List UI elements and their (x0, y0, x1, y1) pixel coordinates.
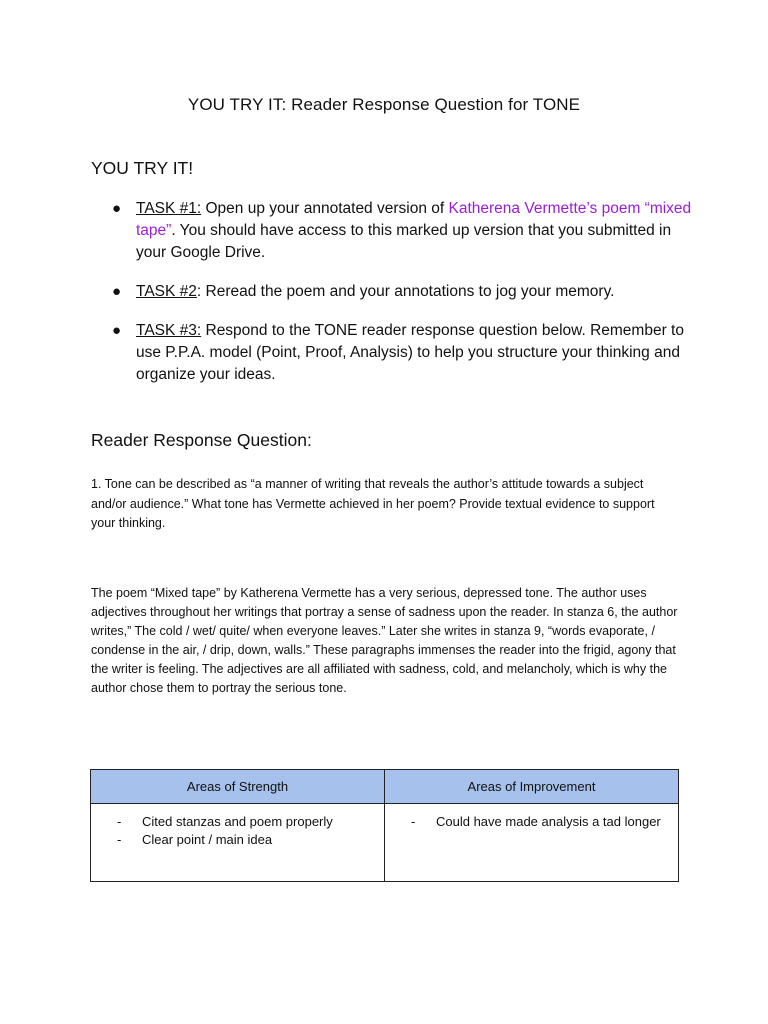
improvements-list (411, 813, 678, 831)
reader-response-heading: Reader Response Question: (91, 430, 312, 450)
feedback-table (90, 769, 679, 882)
you-try-it-heading: YOU TRY IT! (91, 158, 194, 178)
strength-text: Clear point / main idea (142, 832, 273, 847)
task-list (112, 198, 692, 403)
task-item-3 (112, 320, 692, 386)
strength-text: Cited stanzas and poem properly (142, 814, 333, 829)
document-title: YOU TRY IT: Reader Response Question for TONE (187, 95, 581, 114)
improvements-cell (385, 804, 679, 882)
strengths-header: Areas of Strength (91, 770, 385, 804)
strengths-cell (91, 804, 385, 882)
task-item-2 (112, 281, 692, 303)
table-row (91, 804, 679, 882)
dash-marker: - (411, 814, 416, 829)
task-label: TASK #1: (136, 200, 202, 217)
improvements-header: Areas of Improvement (385, 770, 679, 804)
task-text: Respond to the TONE reader response question below. Remember to use P.P.A. model (Point, Proof, Analysis) to help you structure your thinking and organize your ideas. (136, 322, 684, 383)
question-text: 1. Tone can be described as “a manner of writing that reveals the author’s attitude towards a subject and/or audience.” What tone has Vermette achieved in her poem? Provide textual evidence to support your thinking. (91, 477, 655, 530)
task-label: TASK #3: (136, 322, 202, 339)
task-text: : Reread the poem and your annotations to jog your memory. (196, 283, 615, 300)
task-text: . You should have access to this marked up version that you submitted in your Google Drive. (136, 222, 672, 261)
poem-link[interactable]: Katherena Vermette’s poem “mixed tape” (136, 200, 692, 239)
bullet-icon: ● (112, 200, 122, 217)
list-item (117, 813, 384, 831)
dash-marker: - (117, 814, 122, 829)
dash-marker: - (117, 832, 122, 847)
task-label: TASK #2 (136, 283, 197, 300)
improvement-text: Could have made analysis a tad longer (436, 814, 661, 829)
task-item-1 (112, 198, 692, 264)
answer-paragraph: The poem “Mixed tape” by Katherena Vermette has a very serious, depressed tone. The author uses adjectives throughout her writings that portray a sense of sadness upon the reader. In stanza 6, the author writes,” The cold / wet/ quite/ when everyone leaves.” Later she writes in stanza 9, “words evaporate, / condense in the air, / drip, down, walls.” These paragraphs immenses the reader into the frigid, agony that the writer is feeling. The adjectives are all affiliated with sadness, cold, and melancholy, which is why the author chose them to portray the serious tone. (91, 586, 678, 695)
table-header-row (91, 770, 679, 804)
strengths-list (117, 813, 384, 849)
bullet-icon: ● (112, 322, 122, 339)
bullet-icon: ● (112, 283, 122, 300)
list-item (117, 831, 384, 849)
task-text: Open up your annotated version of (201, 200, 449, 217)
list-item (411, 813, 678, 831)
